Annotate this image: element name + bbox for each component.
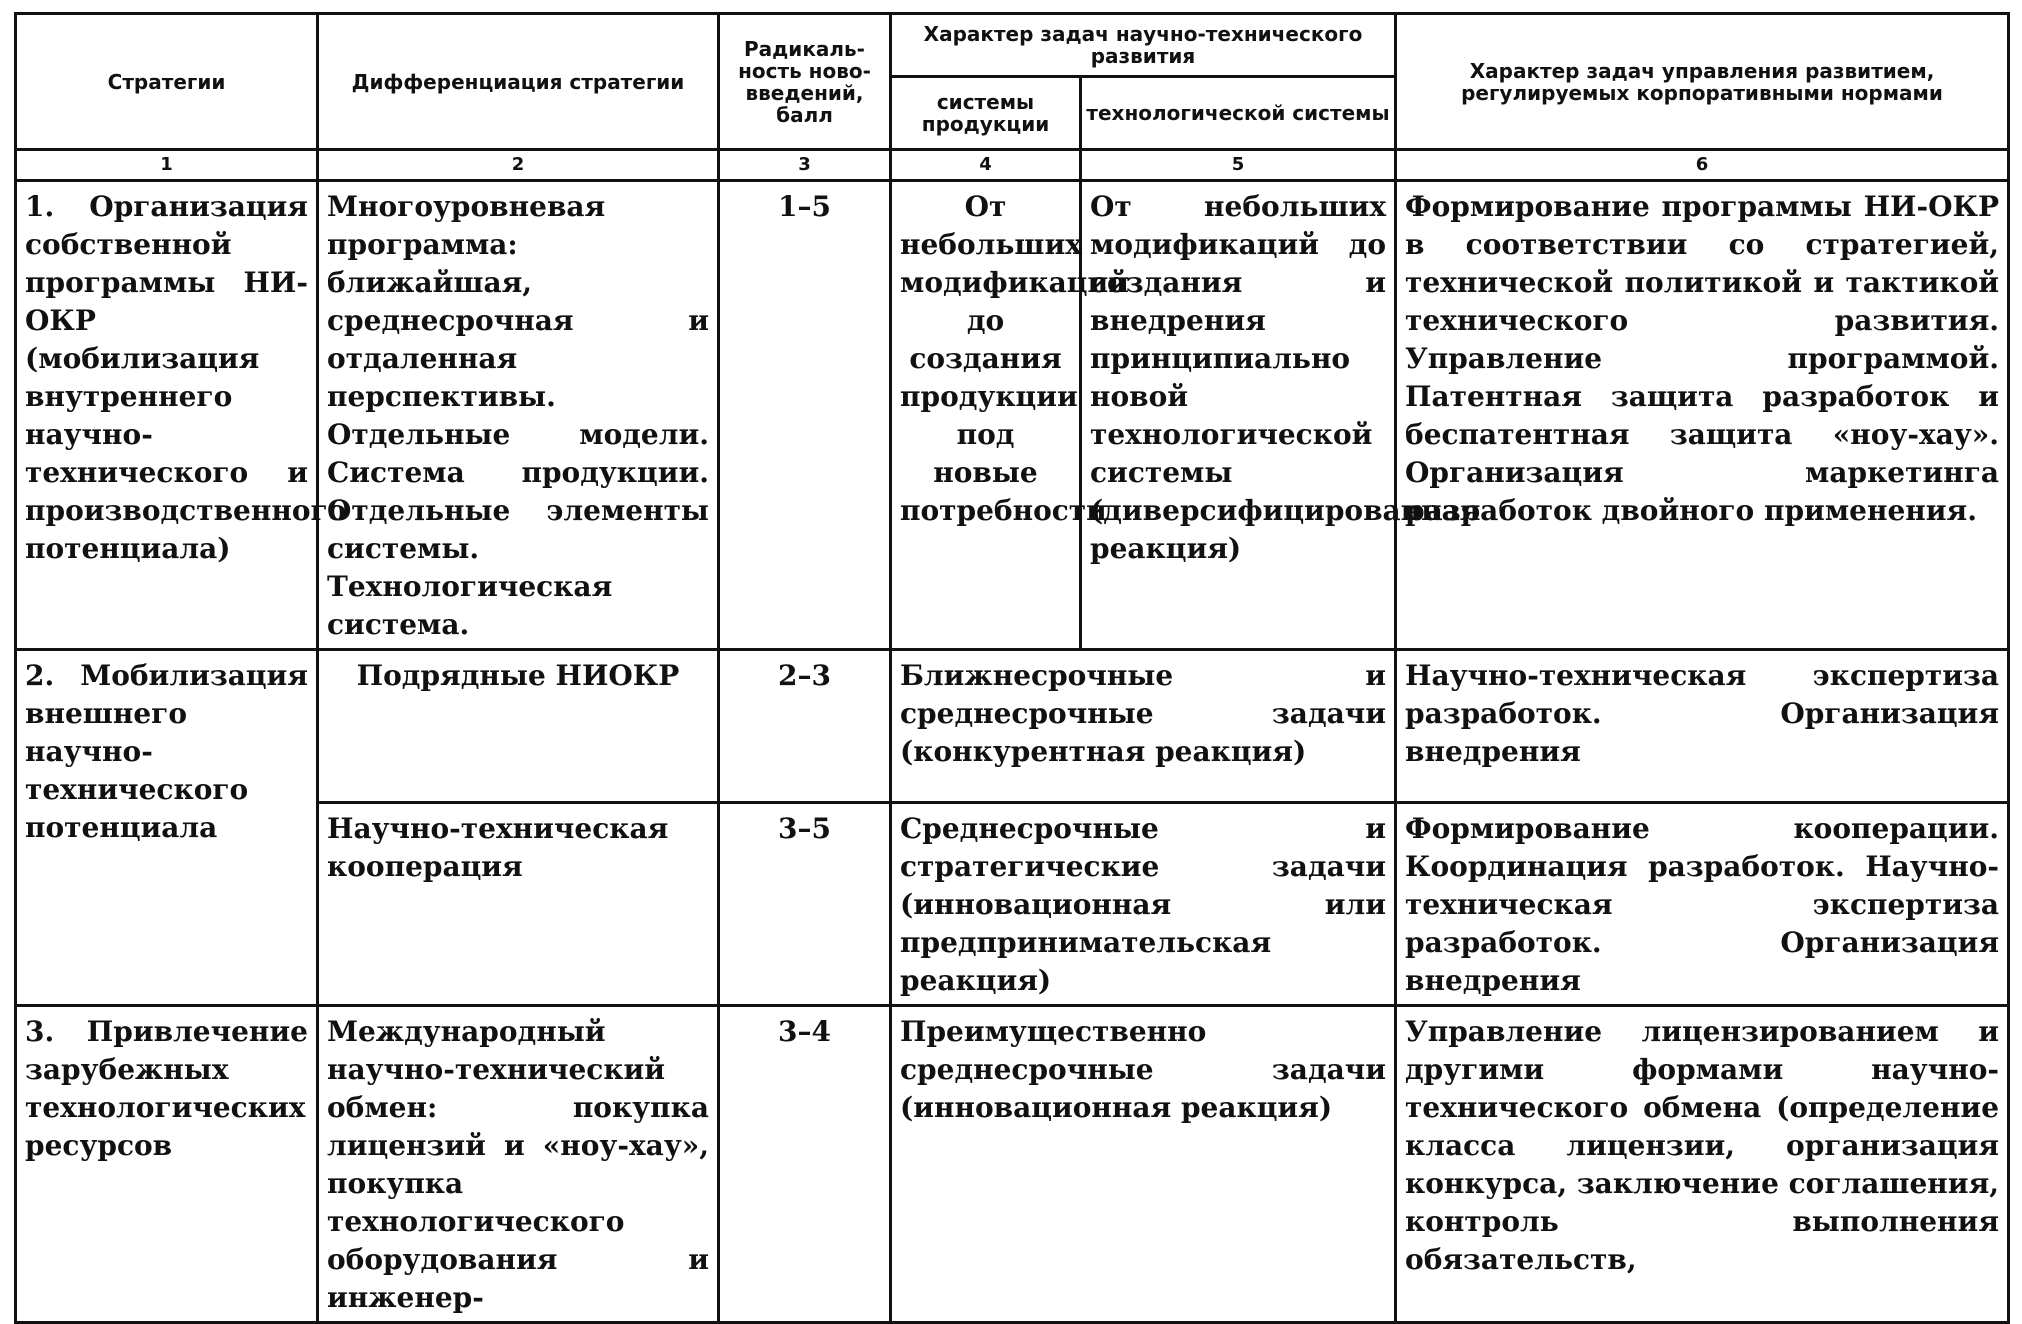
- product-system-cell: От небольших модификаций до создания продукции под новые потребности: [891, 181, 1081, 650]
- strategy-table: [14, 12, 2010, 1324]
- score-cell: 1–5: [719, 181, 891, 650]
- score-cell: 2–3: [719, 650, 891, 803]
- col-number: 1: [16, 150, 318, 181]
- col-number: 4: [891, 150, 1081, 181]
- header-row-top: [16, 14, 2009, 77]
- mgmt-cell: Научно-техническая экспертиза разработок. Организация внедрения: [1396, 650, 2009, 803]
- strategy-cell: 2. Мобилизация внешнего научно-технического потенциала: [16, 650, 318, 1006]
- col-number: 6: [1396, 150, 2009, 181]
- sci-tech-tasks-cell: Преимущественно среднесрочные задачи (инновационная реакция): [891, 1006, 1396, 1323]
- differentiation-cell: Подрядные НИОКР: [318, 650, 719, 803]
- score-cell: 3–5: [719, 803, 891, 1006]
- differentiation-cell: Многоуровневая программа: ближайшая, среднесрочная и отдаленная перспективы. Отдельные модели. Система продукции. Отдельные элементы системы. Технологическая система.: [318, 181, 719, 650]
- strategy-cell: 3. Привлечение зарубежных технологических ресурсов: [16, 1006, 318, 1323]
- table-row: [16, 181, 2009, 650]
- sci-tech-tasks-cell: Ближнесрочные и среднесрочные задачи (конкурентная реакция): [891, 650, 1396, 803]
- score-cell: 3–4: [719, 1006, 891, 1323]
- col-number: 3: [719, 150, 891, 181]
- differentiation-cell: Научно-техническая кооперация: [318, 803, 719, 1006]
- tech-system-cell: От небольших модификаций до создания и внедрения принципиально новой технологической системы (диверсифицированная реакция): [1081, 181, 1396, 650]
- header-sci-tech-tasks: Характер задач научно-технического развития: [891, 14, 1396, 77]
- header-differentiation: Дифференциация стратегии: [318, 14, 719, 150]
- strategy-table-container: [14, 12, 2007, 1324]
- mgmt-cell: Управление лицензированием и другими формами научно-технического обмена (определение класса лицензии, организация конкурса, заключение соглашения, контроль выполнения обязательств,: [1396, 1006, 2009, 1323]
- mgmt-cell: Формирование программы НИ-ОКР в соответствии со стратегией, технической политикой и тактикой технического развития. Управление программой. Патентная защита разработок и беспатентная защита «ноу-хау». Организация маркетинга разработок двойного применения.: [1396, 181, 2009, 650]
- differentiation-cell: Международный научно-технический обмен: покупка лицензий и «ноу-хау», покупка технологического оборудования и инженер-: [318, 1006, 719, 1323]
- table-row: [16, 650, 2009, 803]
- header-strategies: Стратегии: [16, 14, 318, 150]
- header-tech-system: технологической системы: [1081, 77, 1396, 150]
- mgmt-cell: Формирование кооперации. Координация разработок. Научно-техническая экспертиза разработок. Организация внедрения: [1396, 803, 2009, 1006]
- header-mgmt-tasks: Характер задач управления развитием, регулируемых корпоративными нормами: [1396, 14, 2009, 150]
- header-radicalness: Радикаль-ность ново-введений, балл: [719, 14, 891, 150]
- table-row: [16, 1006, 2009, 1323]
- col-number: 5: [1081, 150, 1396, 181]
- header-product-system: системы продукции: [891, 77, 1081, 150]
- col-number: 2: [318, 150, 719, 181]
- sci-tech-tasks-cell: Среднесрочные и стратегические задачи (инновационная или предпринимательская реакция): [891, 803, 1396, 1006]
- column-number-row: [16, 150, 2009, 181]
- strategy-cell: 1. Организация собственной программы НИ-ОКР (мобилизация внутреннего научно-технического и производственного потенциала): [16, 181, 318, 650]
